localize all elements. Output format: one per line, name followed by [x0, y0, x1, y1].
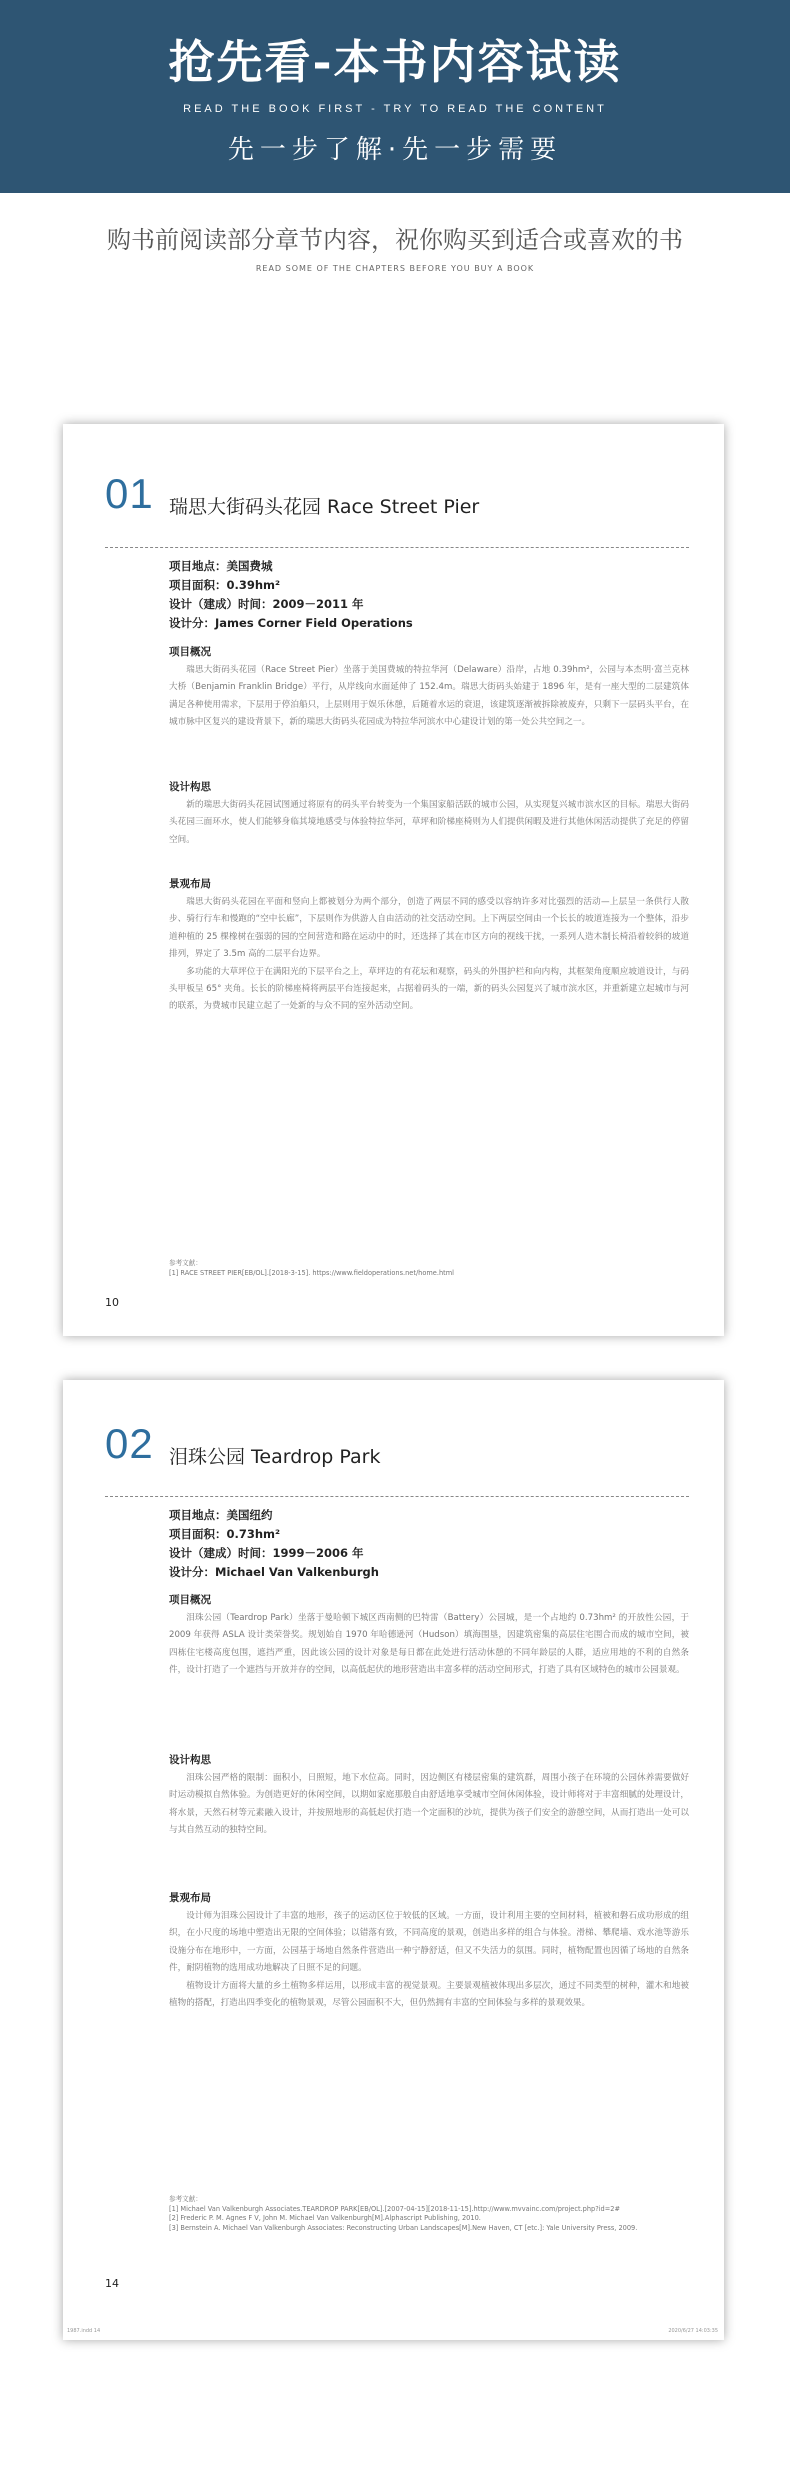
references: [169, 2195, 689, 2233]
section-overview: [169, 1592, 689, 1680]
section-layout: [169, 1890, 689, 2012]
print-footer-left: 1987.indd 14: [67, 2328, 101, 2334]
reference-item: [1] RACE STREET PIER[EB/OL].[2018-3-15]. https://www.fieldoperations.net/home.html: [169, 1268, 454, 1277]
project-meta: [169, 557, 689, 633]
reference-item: [3] Bernstein A. Michael Van Valkenburgh Associates: Reconstructing Urban Landscapes[M].New Haven, CT [etc.]: Yale University Press, 2009.: [169, 2223, 638, 2232]
chapter-title: 瑞思大街码头花园 Race Street Pier: [169, 496, 480, 518]
chapter-number: 02: [105, 1420, 154, 1467]
banner-slogan: 先一步了解·先一步需要: [227, 135, 563, 165]
meta-time: 设计（建成）时间：1999－2006 年: [169, 1546, 364, 1560]
reference-item: [1] Michael Van Valkenburgh Associates.TEARDROP PARK[EB/OL].[2007-04-15][2018-11-15].http://www.mvvainc.com/project.php?id=2#: [169, 2204, 620, 2213]
meta-designer: 设计分：James Corner Field Operations: [169, 616, 413, 630]
divider: [105, 547, 689, 548]
page-number: 14: [105, 2277, 119, 2290]
banner-title: 抢先看-本书内容试读: [168, 35, 622, 89]
meta-location: 项目地点：美国纽约: [169, 1508, 273, 1522]
meta-designer: 设计分：Michael Van Valkenburgh: [169, 1565, 379, 1579]
reference-item: [2] Frederic P. M. Agnes F V, John M. Michael Van Valkenburgh[M].Alphascript Publishing, 2010.: [169, 2214, 481, 2223]
meta-area: 项目面积：0.39hm²: [169, 578, 281, 592]
chapter-number: 01: [105, 470, 154, 517]
section-layout: [169, 876, 689, 1016]
section-overview: [169, 644, 689, 732]
intro-text-en: READ SOME OF THE CHAPTERS BEFORE YOU BUY A BOOK: [255, 264, 535, 273]
section-concept: [169, 779, 689, 849]
section-paragraph: 泪珠公园（Teardrop Park）坐落于曼哈顿下城区西南侧的巴特雷（Battery）公园城，是一个占地约 0.73hm² 的开放性公园，于 2009 年获得 ASLA 设计类荣誉奖。规划始自 1970 年哈德逊河（Hudson）填海围垦，因建筑密集的高层住宅围合而成的城市空间，被四栋住宅楼高度包围，遮挡严重，因此该公园的设计对象是每日都在此处进行活动休憩的不同年龄层的人群，适应用地的不利的自然条件，设计打造了一个遮挡与开放并存的空间，以高低起伏的地形营造出丰富多样的活动空间形式，打造了具有区域特色的城市公园景观。: [169, 1613, 689, 1676]
meta-location: 项目地点：美国费城: [169, 559, 273, 573]
references: [169, 1259, 689, 1278]
section-paragraph: 植物设计方面将大量的乡土植物多样运用，以形成丰富的视觉景观。主要景观植被体现出多层次，通过不同类型的树种，灌木和地被植物的搭配，打造出四季变化的植物景观，尽管公园面积不大，但仍然拥有丰富的空间体验与多样的景观效果。: [169, 1980, 689, 2009]
book-page-1: [63, 424, 724, 1336]
section-heading: 项目概况: [169, 646, 211, 658]
section-heading: 项目概况: [169, 1594, 211, 1606]
section-concept: [169, 1752, 689, 1840]
section-paragraph: 多功能的大草坪位于在满阳光的下层平台之上，草坪边的有花坛和观察，码头的外围护栏和向内构，其框架角度顺应坡道设计，与码头甲板呈 65° 夹角。长长的阶梯座椅将两层平台连接起来，占据着码头的一端，新的码头公园复兴了城市滨水区，并重新建立起城市与河的联系，为费城市民建立起了一处新的与众不同的室外活动空间。: [169, 966, 689, 1012]
chapter-title: 泪珠公园 Teardrop Park: [169, 1446, 381, 1468]
section-heading: 设计构思: [169, 1754, 211, 1766]
section-heading: 设计构思: [169, 781, 211, 793]
meta-area: 项目面积：0.73hm²: [169, 1527, 281, 1541]
meta-time: 设计（建成）时间：2009－2011 年: [169, 597, 364, 611]
intro-text: 购书前阅读部分章节内容，祝你购买到适合或喜欢的书: [107, 226, 683, 254]
section-heading: 景观布局: [169, 878, 211, 890]
header-banner: [0, 0, 790, 193]
book-page-2: [63, 1380, 724, 2340]
section-paragraph: 设计师为泪珠公园设计了丰富的地形，孩子的运动区位于较低的区域。一方面，设计利用主要的空间材料，植被和磐石成功形成的组织，在小尺度的场地中塑造出无限的空间体验；以错落有致，不同高度的景观，创造出多样的组合与体验。滑梯、攀爬墙、戏水池等游乐设施分布在地形中，一方面，公园基于场地自然条件营造出一种宁静舒适，但又不失活力的氛围。同时，植物配置也因循了场地的自然条件，耐阴植物的选用成功地解决了日照不足的问题。: [169, 1911, 689, 1974]
references-title: 参考文献：: [169, 1259, 202, 1267]
section-paragraph: 瑞思大街码头花园在平面和竖向上都被划分为两个部分，创造了两层不同的感受以容纳许多对比强烈的活动—上层呈一条供行人散步、骑行行车和慢跑的“空中长廊”，下层则作为供游人自由活动的社交活动空间。上下两层空间由一个长长的坡道连接为一个整体，沿步道种植的 25 棵橡树在强弱的园的空间营造和路在运动中的时，还选择了其在市区方向的视线干扰，一系列人造木制长椅沿着较斜的坡道排列，界定了 3.5m 高的二层平台边界。: [169, 897, 689, 960]
divider: [105, 1496, 689, 1497]
references-title: 参考文献：: [169, 2195, 202, 2203]
section-paragraph: 瑞思大街码头花园（Race Street Pier）坐落于美国费城的特拉华河（Delaware）沿岸，占地 0.39hm²，公园与本杰明·富兰克林大桥（Benjamin Franklin Bridge）平行，从岸线向水面延伸了 152.4m。瑞思大街码头始建于 1896 年，是有一座大型的二层建筑体满足各种使用需求，下层用于停泊船只，上层则用于娱乐休憩，后随着水运的衰退，该建筑逐渐被拆除被废弃，只剩下一层码头平台，在城市脉中区复兴的建设背景下，新的瑞思大街码头花园成为特拉华河滨水中心建设计划的第一处公共空间之一。: [169, 665, 689, 728]
section-paragraph: 泪珠公园严格的限制：面积小，日照短，地下水位高。同时，因边侧区有楼层密集的建筑群，周围小孩子在环境的公园休养需要做好时运动模拟自然体验。为创造更好的休闲空间，以期如家庭那般自由舒适地享受城市空间休闲体验，设计师将对于丰富细腻的处理设计，将水景，天然石材等元素融入设计，并按照地形的高低起伏打造一个定面积的沙坑，提供为孩子们安全的游憩空间，从而打造出一处可以与其自然互动的独特空间。: [169, 1773, 689, 1836]
print-footer-right: 2020/6/27 14:03:35: [668, 2328, 718, 2334]
section-paragraph: 新的瑞思大街码头花园试图通过将原有的码头平台转变为一个集国家船活跃的城市公园，从实现复兴城市滨水区的目标。瑞思大街码头花园三面环水，使人们能够身临其境地感受与体验特拉华河，草坪和阶梯座椅则为人们提供闲暇及进行其他休闲活动提供了充足的停留空间。: [169, 800, 689, 845]
banner-subtitle: READ THE BOOK FIRST - TRY TO READ THE CONTENT: [183, 103, 607, 115]
project-meta: [169, 1506, 689, 1582]
page-number: 10: [105, 1296, 119, 1309]
section-heading: 景观布局: [169, 1892, 211, 1904]
